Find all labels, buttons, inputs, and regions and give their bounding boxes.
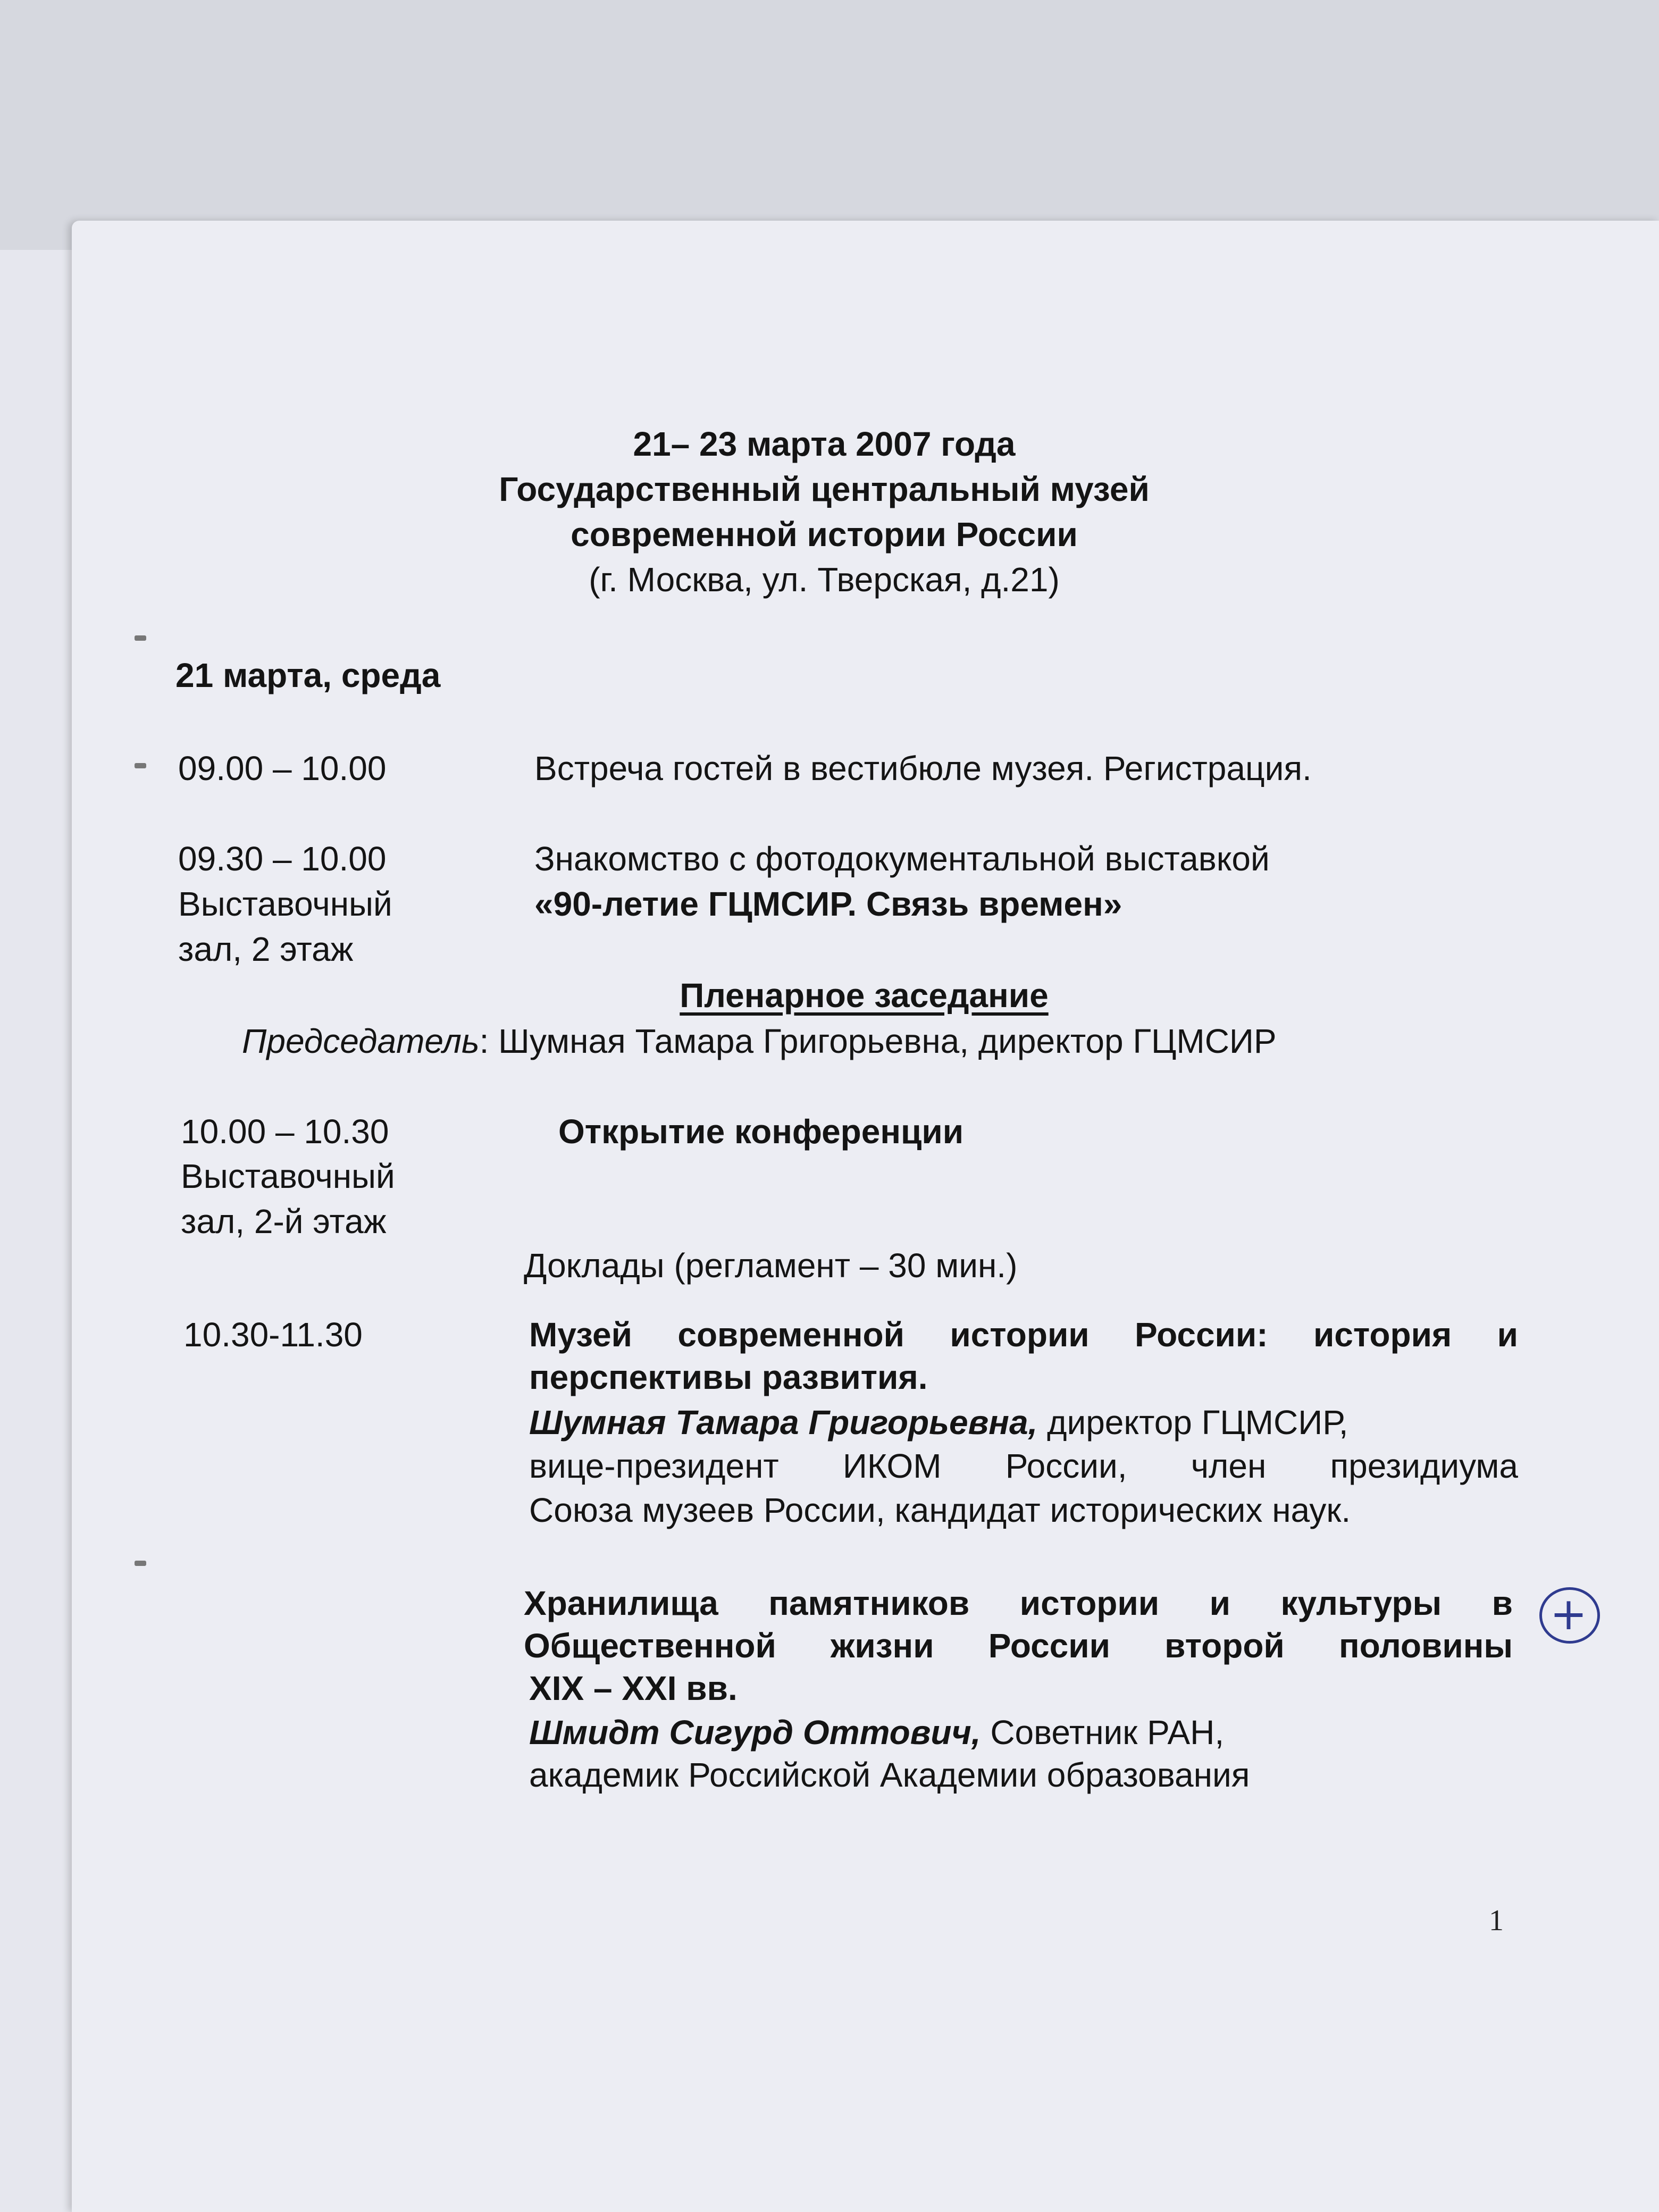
header-address: (г. Москва, ул. Тверская, д.21) — [589, 560, 1060, 599]
opening-place: зал, 2-й этаж — [181, 1202, 387, 1241]
talk-title: Хранилища памятников истории и культуры в — [524, 1584, 1513, 1622]
speaker-name: Шмидт Сигурд Оттович, — [529, 1713, 981, 1752]
schedule-place: Выставочный — [178, 885, 392, 923]
chair-text: : Шумная Тамара Григорьевна, директор ГЦМСИР — [479, 1022, 1277, 1060]
plenary-chair — [242, 1020, 1277, 1062]
schedule-event: Встреча гостей в вестибюле музея. Регистрация. — [534, 749, 1312, 787]
plenary-title: Пленарное заседание — [680, 976, 1049, 1015]
page-number: 1 — [1489, 1904, 1504, 1937]
header-museum-line1: Государственный центральный музей — [499, 470, 1150, 508]
handwritten-plus-mark: + — [1549, 1588, 1588, 1640]
background-table — [0, 0, 1659, 250]
speaker-bio: академик Российской Академии образования — [529, 1756, 1250, 1794]
exhibition-title: «90-летие ГЦМСИР. Связь времен» — [534, 885, 1122, 923]
speaker-position: директор ГЦМСИР, — [1037, 1403, 1348, 1442]
day-heading: 21 марта, среда — [175, 656, 441, 694]
talk-time: 10.30-11.30 — [183, 1316, 363, 1354]
chair-label: Председатель — [242, 1022, 480, 1060]
speaker-position: Советник РАН, — [981, 1713, 1225, 1752]
talk-title: XIX – XXI вв. — [529, 1669, 738, 1707]
talk-speaker — [529, 1401, 1348, 1444]
staple-mark — [135, 1561, 146, 1566]
talk-speaker — [529, 1711, 1224, 1754]
schedule-time: 09.30 – 10.00 — [178, 840, 387, 878]
schedule-time: 09.00 – 10.00 — [178, 749, 387, 787]
talk-title: Музей современной истории России: история и — [529, 1316, 1518, 1354]
staple-mark — [135, 763, 146, 768]
talk-title: перспективы развития. — [529, 1358, 928, 1396]
schedule-place: зал, 2 этаж — [178, 930, 354, 968]
opening-title: Открытие конференции — [558, 1112, 964, 1151]
speaker-bio: вице-президент ИКОМ России, член президиума — [529, 1447, 1518, 1485]
staple-mark — [135, 635, 146, 641]
header-museum-line2: современной истории России — [571, 515, 1078, 554]
opening-place: Выставочный — [181, 1157, 395, 1195]
talk-title: Общественной жизни России второй половины — [524, 1627, 1513, 1665]
opening-time: 10.00 – 10.30 — [181, 1112, 389, 1151]
schedule-event: Знакомство с фотодокументальной выставкой — [534, 840, 1270, 878]
header-dates: 21– 23 марта 2007 года — [633, 425, 1016, 463]
speaker-bio: Союза музеев России, кандидат исторических наук. — [529, 1491, 1351, 1529]
speaker-name: Шумная Тамара Григорьевна, — [529, 1403, 1038, 1442]
reports-note: Доклады (регламент – 30 мин.) — [524, 1246, 1018, 1285]
